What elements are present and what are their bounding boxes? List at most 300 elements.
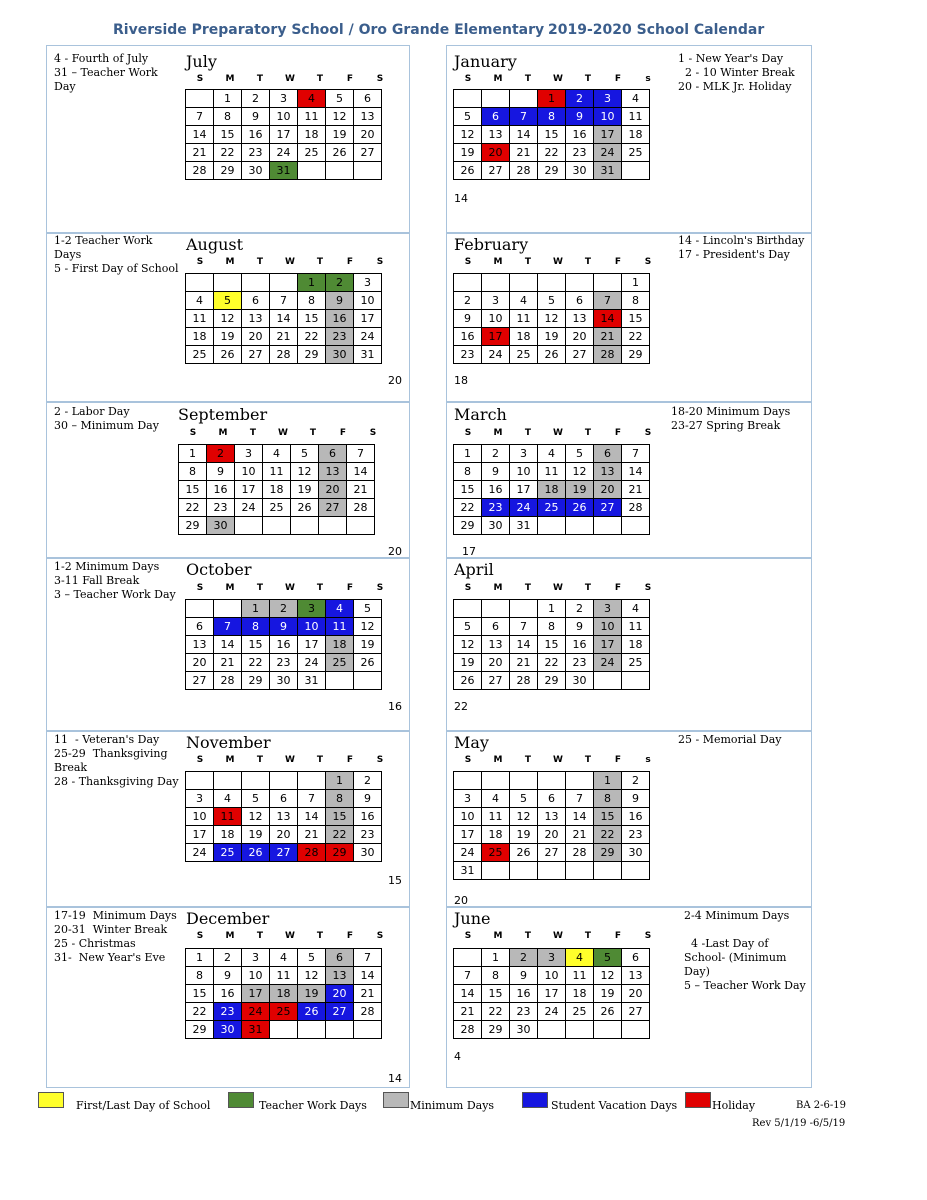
empty-day-cell (270, 772, 298, 790)
week-row (454, 499, 650, 517)
month-note: 11 - Veteran's Day (54, 733, 160, 746)
day-cell: 22 (186, 1003, 214, 1021)
empty-day-cell (319, 517, 347, 535)
day-cell: 13 (242, 310, 270, 328)
day-cell: 17 (510, 481, 538, 499)
day-cell: 11 (326, 618, 354, 636)
day-cell: 10 (242, 967, 270, 985)
day-cell: 24 (354, 328, 382, 346)
school-day-count-may: 20 (454, 894, 468, 907)
day-cell: 3 (594, 600, 622, 618)
day-cell: 5 (594, 949, 622, 967)
day-cell: 27 (594, 499, 622, 517)
month-note: 31- New Year's Eve (54, 951, 166, 964)
day-cell: 17 (594, 636, 622, 654)
day-cell: 23 (326, 328, 354, 346)
day-cell: 13 (270, 808, 298, 826)
day-cell: 19 (291, 481, 319, 499)
weekday-header: W (285, 583, 295, 593)
day-cell: 10 (454, 808, 482, 826)
empty-day-cell (482, 600, 510, 618)
day-cell: 27 (326, 1003, 354, 1021)
weekday-header: S (196, 755, 204, 765)
day-cell: 9 (622, 790, 650, 808)
empty-day-cell (482, 862, 510, 880)
day-cell: 21 (270, 328, 298, 346)
month-note: 23-27 Spring Break (671, 419, 781, 432)
day-cell: 12 (291, 463, 319, 481)
weekday-header: W (285, 755, 295, 765)
day-cell: 14 (622, 463, 650, 481)
day-cell: 29 (622, 346, 650, 364)
day-cell: 8 (298, 292, 326, 310)
day-cell: 7 (298, 790, 326, 808)
weekday-header: M (493, 428, 503, 438)
day-cell: 20 (354, 126, 382, 144)
day-cell: 31 (594, 162, 622, 180)
empty-day-cell (326, 1021, 354, 1039)
empty-day-cell (454, 772, 482, 790)
day-cell: 22 (214, 144, 242, 162)
month-name-november: November (186, 733, 271, 752)
day-cell: 19 (354, 636, 382, 654)
day-cell: 23 (454, 346, 482, 364)
day-cell: 6 (622, 949, 650, 967)
day-cell: 8 (594, 790, 622, 808)
month-note: 25 - Christmas (54, 937, 136, 950)
day-cell: 29 (454, 517, 482, 535)
day-cell: 24 (482, 346, 510, 364)
day-cell: 4 (270, 949, 298, 967)
day-cell: 13 (326, 967, 354, 985)
empty-day-cell (538, 862, 566, 880)
weekday-header: F (346, 755, 354, 765)
day-cell: 19 (326, 126, 354, 144)
day-cell: 5 (214, 292, 242, 310)
day-cell: 5 (510, 790, 538, 808)
empty-day-cell (510, 862, 538, 880)
month-note: 28 - Thanksgiving Day (54, 775, 179, 788)
day-cell: 19 (538, 328, 566, 346)
day-cell: 25 (566, 1003, 594, 1021)
week-row (454, 654, 650, 672)
weekday-header: W (553, 755, 563, 765)
day-cell: 21 (298, 826, 326, 844)
weekday-header: T (316, 74, 324, 84)
day-cell: 29 (482, 1021, 510, 1039)
day-cell: 17 (454, 826, 482, 844)
day-cell: 26 (291, 499, 319, 517)
month-grid-november (185, 771, 382, 862)
weekday-header: S (644, 931, 652, 941)
day-cell: 10 (298, 618, 326, 636)
week-row (454, 162, 650, 180)
day-cell: 21 (594, 328, 622, 346)
day-cell: 1 (242, 600, 270, 618)
empty-day-cell (510, 600, 538, 618)
day-cell: 2 (326, 274, 354, 292)
weekday-header: T (584, 428, 592, 438)
day-cell: 5 (566, 445, 594, 463)
day-cell: 24 (298, 654, 326, 672)
weekday-header: S (644, 428, 652, 438)
empty-day-cell (510, 772, 538, 790)
day-cell: 30 (214, 1021, 242, 1039)
day-cell: 15 (538, 636, 566, 654)
weekday-header: F (339, 428, 347, 438)
weekday-header: W (553, 583, 563, 593)
day-cell: 13 (566, 310, 594, 328)
school-day-count-february: 18 (454, 374, 468, 387)
week-row (186, 808, 382, 826)
day-cell: 21 (354, 985, 382, 1003)
day-cell: 30 (566, 162, 594, 180)
month-name-april: April (454, 560, 494, 579)
day-cell: 8 (622, 292, 650, 310)
weekday-header: T (316, 931, 324, 941)
empty-day-cell (354, 162, 382, 180)
weekday-header: S (189, 428, 197, 438)
day-cell: 25 (622, 654, 650, 672)
day-cell: 25 (622, 144, 650, 162)
day-cell: 17 (482, 328, 510, 346)
day-cell: 10 (235, 463, 263, 481)
month-name-december: December (186, 909, 270, 928)
day-cell: 2 (242, 90, 270, 108)
day-cell: 21 (214, 654, 242, 672)
day-cell: 2 (454, 292, 482, 310)
weekday-header: S (369, 428, 377, 438)
day-cell: 16 (214, 985, 242, 1003)
empty-day-cell (454, 949, 482, 967)
weekday-header: S (464, 583, 472, 593)
day-cell: 13 (538, 808, 566, 826)
weekday-header: T (256, 74, 264, 84)
week-row (186, 1021, 382, 1039)
day-cell: 9 (354, 790, 382, 808)
weekday-header: S (196, 74, 204, 84)
day-cell: 23 (510, 1003, 538, 1021)
empty-day-cell (622, 517, 650, 535)
day-cell: 1 (326, 772, 354, 790)
day-cell: 18 (566, 985, 594, 1003)
weekday-header: F (614, 931, 622, 941)
day-cell: 19 (454, 654, 482, 672)
day-cell: 13 (354, 108, 382, 126)
day-cell: 12 (538, 310, 566, 328)
day-cell: 23 (242, 144, 270, 162)
day-cell: 22 (538, 144, 566, 162)
month-note: 1-2 Teacher Work Days (54, 234, 156, 261)
day-cell: 18 (622, 126, 650, 144)
school-day-count-january: 14 (454, 192, 468, 205)
month-grid-august (185, 273, 382, 364)
day-cell: 16 (482, 481, 510, 499)
weekday-header: T (256, 755, 264, 765)
day-cell: 1 (214, 90, 242, 108)
day-cell: 24 (242, 1003, 270, 1021)
month-grid-september (178, 444, 375, 535)
day-cell: 26 (242, 844, 270, 862)
day-cell: 29 (326, 844, 354, 862)
day-cell: 23 (270, 654, 298, 672)
weekday-header: W (553, 257, 563, 267)
day-cell: 26 (538, 346, 566, 364)
day-cell: 7 (566, 790, 594, 808)
day-cell: 29 (179, 517, 207, 535)
day-cell: 24 (454, 844, 482, 862)
day-cell: 17 (270, 126, 298, 144)
day-cell: 23 (566, 654, 594, 672)
empty-day-cell (510, 274, 538, 292)
day-cell: 8 (242, 618, 270, 636)
day-cell: 27 (566, 346, 594, 364)
legend-swatch-first-last (38, 1092, 64, 1108)
day-cell: 30 (482, 517, 510, 535)
weekday-header: S (376, 755, 384, 765)
day-cell: 27 (622, 1003, 650, 1021)
week-row (186, 328, 382, 346)
empty-day-cell (454, 274, 482, 292)
empty-day-cell (454, 600, 482, 618)
day-cell: 20 (319, 481, 347, 499)
day-cell: 20 (242, 328, 270, 346)
week-row (186, 292, 382, 310)
day-cell: 5 (326, 90, 354, 108)
day-cell: 31 (298, 672, 326, 690)
day-cell: 4 (298, 90, 326, 108)
school-day-count-october: 16 (388, 700, 402, 713)
day-cell: 19 (510, 826, 538, 844)
month-note: 4 -Last Day of School- (Minimum Day) (684, 937, 790, 978)
day-cell: 5 (298, 949, 326, 967)
week-row (454, 826, 650, 844)
day-cell: 14 (214, 636, 242, 654)
day-cell: 24 (594, 144, 622, 162)
day-cell: 4 (482, 790, 510, 808)
day-cell: 27 (538, 844, 566, 862)
day-cell: 12 (594, 967, 622, 985)
weekday-header: S (644, 257, 652, 267)
empty-day-cell (566, 772, 594, 790)
month-notes-february (678, 234, 808, 262)
day-cell: 2 (622, 772, 650, 790)
day-cell: 28 (214, 672, 242, 690)
week-row (454, 445, 650, 463)
day-cell: 20 (566, 328, 594, 346)
weekday-header: T (524, 74, 532, 84)
day-cell: 10 (594, 618, 622, 636)
day-cell: 7 (510, 618, 538, 636)
empty-day-cell (622, 672, 650, 690)
day-cell: 4 (263, 445, 291, 463)
day-cell: 12 (242, 808, 270, 826)
day-cell: 23 (214, 1003, 242, 1021)
month-grid-december (185, 948, 382, 1039)
month-name-february: February (454, 235, 529, 254)
day-cell: 2 (482, 445, 510, 463)
weekday-header: M (225, 755, 235, 765)
weekday-header: M (493, 257, 503, 267)
day-cell: 25 (186, 346, 214, 364)
day-cell: 29 (186, 1021, 214, 1039)
weekday-header: S (376, 74, 384, 84)
day-cell: 25 (510, 346, 538, 364)
empty-day-cell (622, 162, 650, 180)
empty-day-cell (482, 90, 510, 108)
day-cell: 25 (263, 499, 291, 517)
weekday-header: S (464, 257, 472, 267)
month-grid-january (453, 89, 650, 180)
weekday-header: W (285, 74, 295, 84)
day-cell: 1 (622, 274, 650, 292)
day-cell: 8 (214, 108, 242, 126)
weekday-header: T (524, 257, 532, 267)
week-row (186, 826, 382, 844)
week-row (186, 108, 382, 126)
day-cell: 13 (319, 463, 347, 481)
weekday-header: s (645, 755, 651, 765)
weekday-header: M (493, 74, 503, 84)
week-row (454, 790, 650, 808)
week-row (186, 672, 382, 690)
empty-day-cell (354, 672, 382, 690)
day-cell: 15 (214, 126, 242, 144)
day-cell: 17 (354, 310, 382, 328)
day-cell: 6 (326, 949, 354, 967)
day-cell: 16 (326, 310, 354, 328)
legend-swatch-teacher-work (228, 1092, 254, 1108)
day-cell: 8 (186, 967, 214, 985)
day-cell: 22 (538, 654, 566, 672)
day-cell: 14 (594, 310, 622, 328)
day-cell: 13 (482, 636, 510, 654)
day-cell: 15 (242, 636, 270, 654)
empty-day-cell (622, 1021, 650, 1039)
day-cell: 15 (538, 126, 566, 144)
empty-day-cell (566, 517, 594, 535)
day-cell: 5 (242, 790, 270, 808)
empty-day-cell (347, 517, 375, 535)
school-day-count-june: 4 (454, 1050, 461, 1063)
week-row (179, 445, 375, 463)
day-cell: 6 (482, 618, 510, 636)
weekday-header: T (584, 74, 592, 84)
empty-day-cell (594, 862, 622, 880)
day-cell: 30 (566, 672, 594, 690)
week-row (186, 790, 382, 808)
day-cell: 17 (186, 826, 214, 844)
weekday-header: S (376, 931, 384, 941)
empty-day-cell (214, 274, 242, 292)
day-cell: 14 (566, 808, 594, 826)
empty-day-cell (186, 274, 214, 292)
month-note (684, 923, 809, 937)
day-cell: 3 (482, 292, 510, 310)
week-row (179, 499, 375, 517)
month-notes-march (671, 405, 806, 433)
day-cell: 10 (482, 310, 510, 328)
empty-day-cell (594, 672, 622, 690)
month-note: 5 - First Day of School (54, 262, 179, 275)
day-cell: 30 (354, 844, 382, 862)
day-cell: 25 (482, 844, 510, 862)
day-cell: 24 (594, 654, 622, 672)
day-cell: 11 (622, 108, 650, 126)
weekday-header: F (346, 583, 354, 593)
legend-label-teacher-work: Teacher Work Days (259, 1099, 367, 1112)
day-cell: 20 (482, 654, 510, 672)
weekday-header: T (256, 931, 264, 941)
week-row (454, 310, 650, 328)
empty-day-cell (214, 772, 242, 790)
day-cell: 1 (454, 445, 482, 463)
day-cell: 14 (298, 808, 326, 826)
day-cell: 28 (510, 672, 538, 690)
day-cell: 24 (186, 844, 214, 862)
day-cell: 14 (510, 636, 538, 654)
day-cell: 27 (354, 144, 382, 162)
day-cell: 19 (454, 144, 482, 162)
day-cell: 23 (622, 826, 650, 844)
day-cell: 15 (482, 985, 510, 1003)
day-cell: 24 (270, 144, 298, 162)
day-cell: 9 (566, 108, 594, 126)
empty-day-cell (566, 1021, 594, 1039)
day-cell: 14 (510, 126, 538, 144)
day-cell: 29 (538, 672, 566, 690)
month-notes-september (54, 405, 179, 433)
day-cell: 28 (454, 1021, 482, 1039)
day-cell: 30 (242, 162, 270, 180)
weekday-header: F (614, 428, 622, 438)
weekday-header: T (524, 931, 532, 941)
weekday-header: W (278, 428, 288, 438)
day-cell: 18 (538, 481, 566, 499)
day-cell: 18 (510, 328, 538, 346)
legend-label-first-last: First/Last Day of School (76, 1099, 211, 1112)
week-row (186, 618, 382, 636)
empty-day-cell (186, 90, 214, 108)
weekday-header: S (464, 74, 472, 84)
month-note: 18-20 Minimum Days (671, 405, 791, 418)
day-cell: 4 (622, 600, 650, 618)
day-cell: 26 (510, 844, 538, 862)
week-row (454, 862, 650, 880)
school-day-count-september: 20 (388, 545, 402, 558)
day-cell: 8 (454, 463, 482, 481)
month-notes-november (54, 733, 179, 789)
day-cell: 2 (214, 949, 242, 967)
empty-day-cell (482, 274, 510, 292)
month-note: 5 – Teacher Work Day (684, 979, 806, 992)
day-cell: 6 (566, 292, 594, 310)
empty-day-cell (594, 274, 622, 292)
legend-label-minimum: Minimum Days (410, 1099, 495, 1112)
day-cell: 13 (594, 463, 622, 481)
week-row (454, 618, 650, 636)
day-cell: 15 (622, 310, 650, 328)
weekday-header: S (376, 583, 384, 593)
day-cell: 7 (510, 108, 538, 126)
empty-day-cell (594, 1021, 622, 1039)
day-cell: 25 (326, 654, 354, 672)
day-cell: 22 (326, 826, 354, 844)
day-cell: 4 (186, 292, 214, 310)
month-note: 17-19 Minimum Days (54, 909, 177, 922)
month-grid-july (185, 89, 382, 180)
revision-ba: BA 2-6-19 (796, 1100, 846, 1111)
